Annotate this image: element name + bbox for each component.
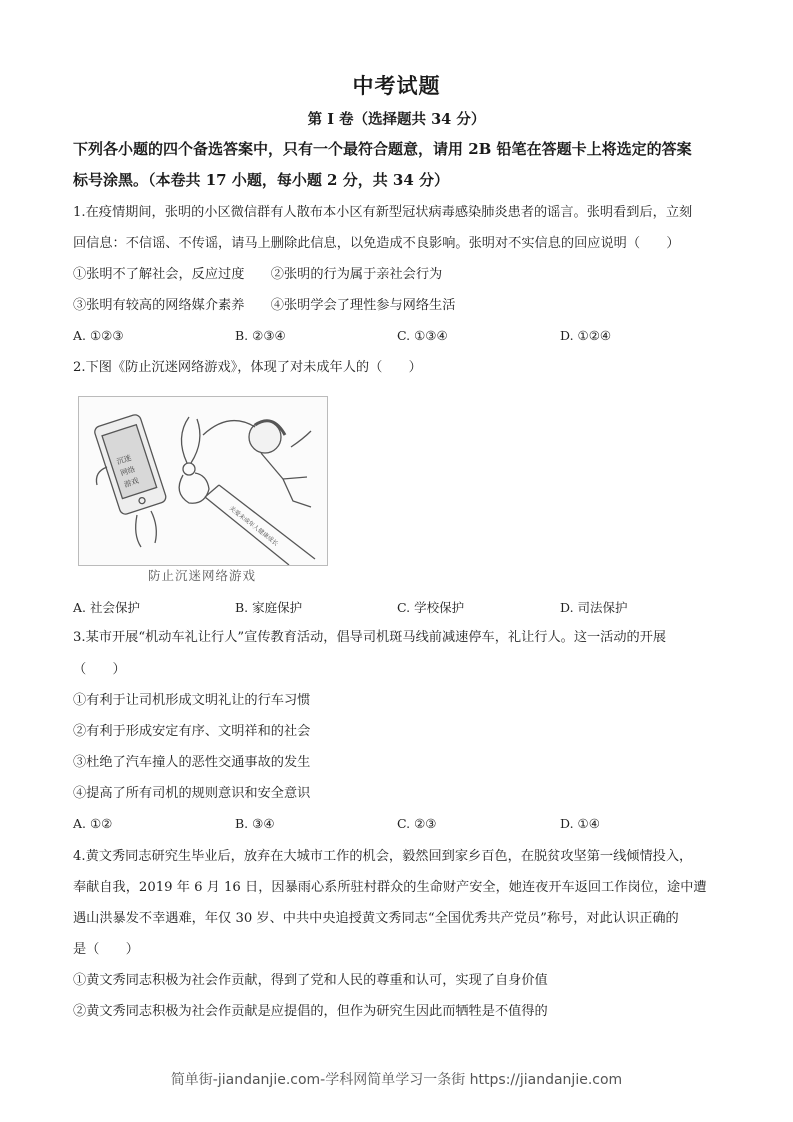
answer-options (73, 328, 733, 348)
svg-text:沉迷: 沉迷 (115, 453, 133, 467)
question-stem-line: 奉献自我，2019 年 6 月 16 日，因暴雨心系所驻村群众的生命财产安全，她连夜开车返回工作岗位，途中遭 (73, 880, 707, 895)
option-c: C. 学校保护 (397, 600, 465, 615)
section-title: 第 I 卷（选择题共 34 分） (307, 111, 486, 128)
question-stem-line: 是（ ） (73, 942, 139, 957)
footer-watermark: 简单街-jiandanjie.com-学科网简单学习一条街 https://jiandanjie.com (170, 1072, 623, 1088)
cartoon-figure (78, 396, 328, 566)
answer-options (73, 598, 733, 618)
question-stem-line: 遇山洪暴发不幸遇难，年仅 30 岁、中共中央追授黄文秀同志“全国优秀共产党员”称号，对此认识正确的 (73, 911, 679, 926)
svg-text:网络: 网络 (119, 464, 137, 478)
option-d: D. ①②④ (560, 328, 612, 343)
question-stem-line: 4.黄文秀同志研究生毕业后，放弃在大城市工作的机会，毅然回到家乡百色，在脱贫攻坚第一线倾情投入， (73, 849, 693, 864)
question-stem-line: 3.某市开展“机动车礼让行人”宣传教育活动，倡导司机斑马线前减速停车，礼让行人。这一活动的开展 (73, 630, 667, 645)
instructions-line-1: 下列各小题的四个备选答案中，只有一个最符合题意，请用 2B 铅笔在答题卡上将选定的答案 (73, 140, 692, 158)
option-d: D. 司法保护 (560, 600, 628, 615)
question-stem-line: （ ） (73, 662, 126, 677)
option-a: A. ①②③ (73, 328, 124, 343)
answer-options (73, 816, 733, 836)
question-statement: ①有利于让司机形成文明礼让的行车习惯 (73, 693, 311, 708)
question-statement: ④提高了所有司机的规则意识和安全意识 (73, 786, 311, 801)
option-a: A. ①② (73, 816, 113, 831)
option-b: B. ③④ (235, 816, 275, 831)
option-b: B. ②③④ (235, 328, 286, 343)
question-stem-line: 回信息：不信谣、不传谣，请马上删除此信息，以免造成不良影响。张明对不实信息的回应说明（ ） (73, 236, 680, 251)
cartoon-illustration-icon (79, 397, 327, 565)
question-statement: ③张明有较高的网络媒介素养 ④张明学会了理性参与网络生活 (73, 298, 456, 313)
sleeve-label: 关爱未成年人健康成长 (227, 505, 280, 548)
question-statement: ①张明不了解社会，反应过度 ②张明的行为属于亲社会行为 (73, 267, 443, 282)
question-statement: ①黄文秀同志积极为社会作贡献，得到了党和人民的尊重和认可，实现了自身价值 (73, 973, 548, 988)
question-statement: ③杜绝了汽车撞人的恶性交通事故的发生 (73, 755, 311, 770)
question-statement: ②黄文秀同志积极为社会作贡献是应提倡的，但作为研究生因此而牺牲是不值得的 (73, 1004, 548, 1019)
question-stem-line: 2.下图《防止沉迷网络游戏》，体现了对未成年人的（ ） (73, 360, 422, 375)
figure-caption: 防止沉迷网络游戏 (148, 568, 257, 583)
option-b: B. 家庭保护 (235, 600, 303, 615)
option-a: A. 社会保护 (73, 600, 140, 615)
question-statement: ②有利于形成安定有序、文明祥和的社会 (73, 724, 311, 739)
option-c: C. ①③④ (397, 328, 448, 343)
question-stem-line: 1.在疫情期间，张明的小区微信群有人散布本小区有新型冠状病毒感染肺炎患者的谣言。张明看到后，立刻 (73, 205, 693, 220)
page-title: 中考试题 (352, 73, 441, 98)
instructions-line-2: 标号涂黑。（本卷共 17 小题，每小题 2 分，共 34 分） (73, 171, 450, 189)
svg-text:游戏: 游戏 (122, 475, 140, 490)
option-c: C. ②③ (397, 816, 437, 831)
option-d: D. ①④ (560, 816, 600, 831)
